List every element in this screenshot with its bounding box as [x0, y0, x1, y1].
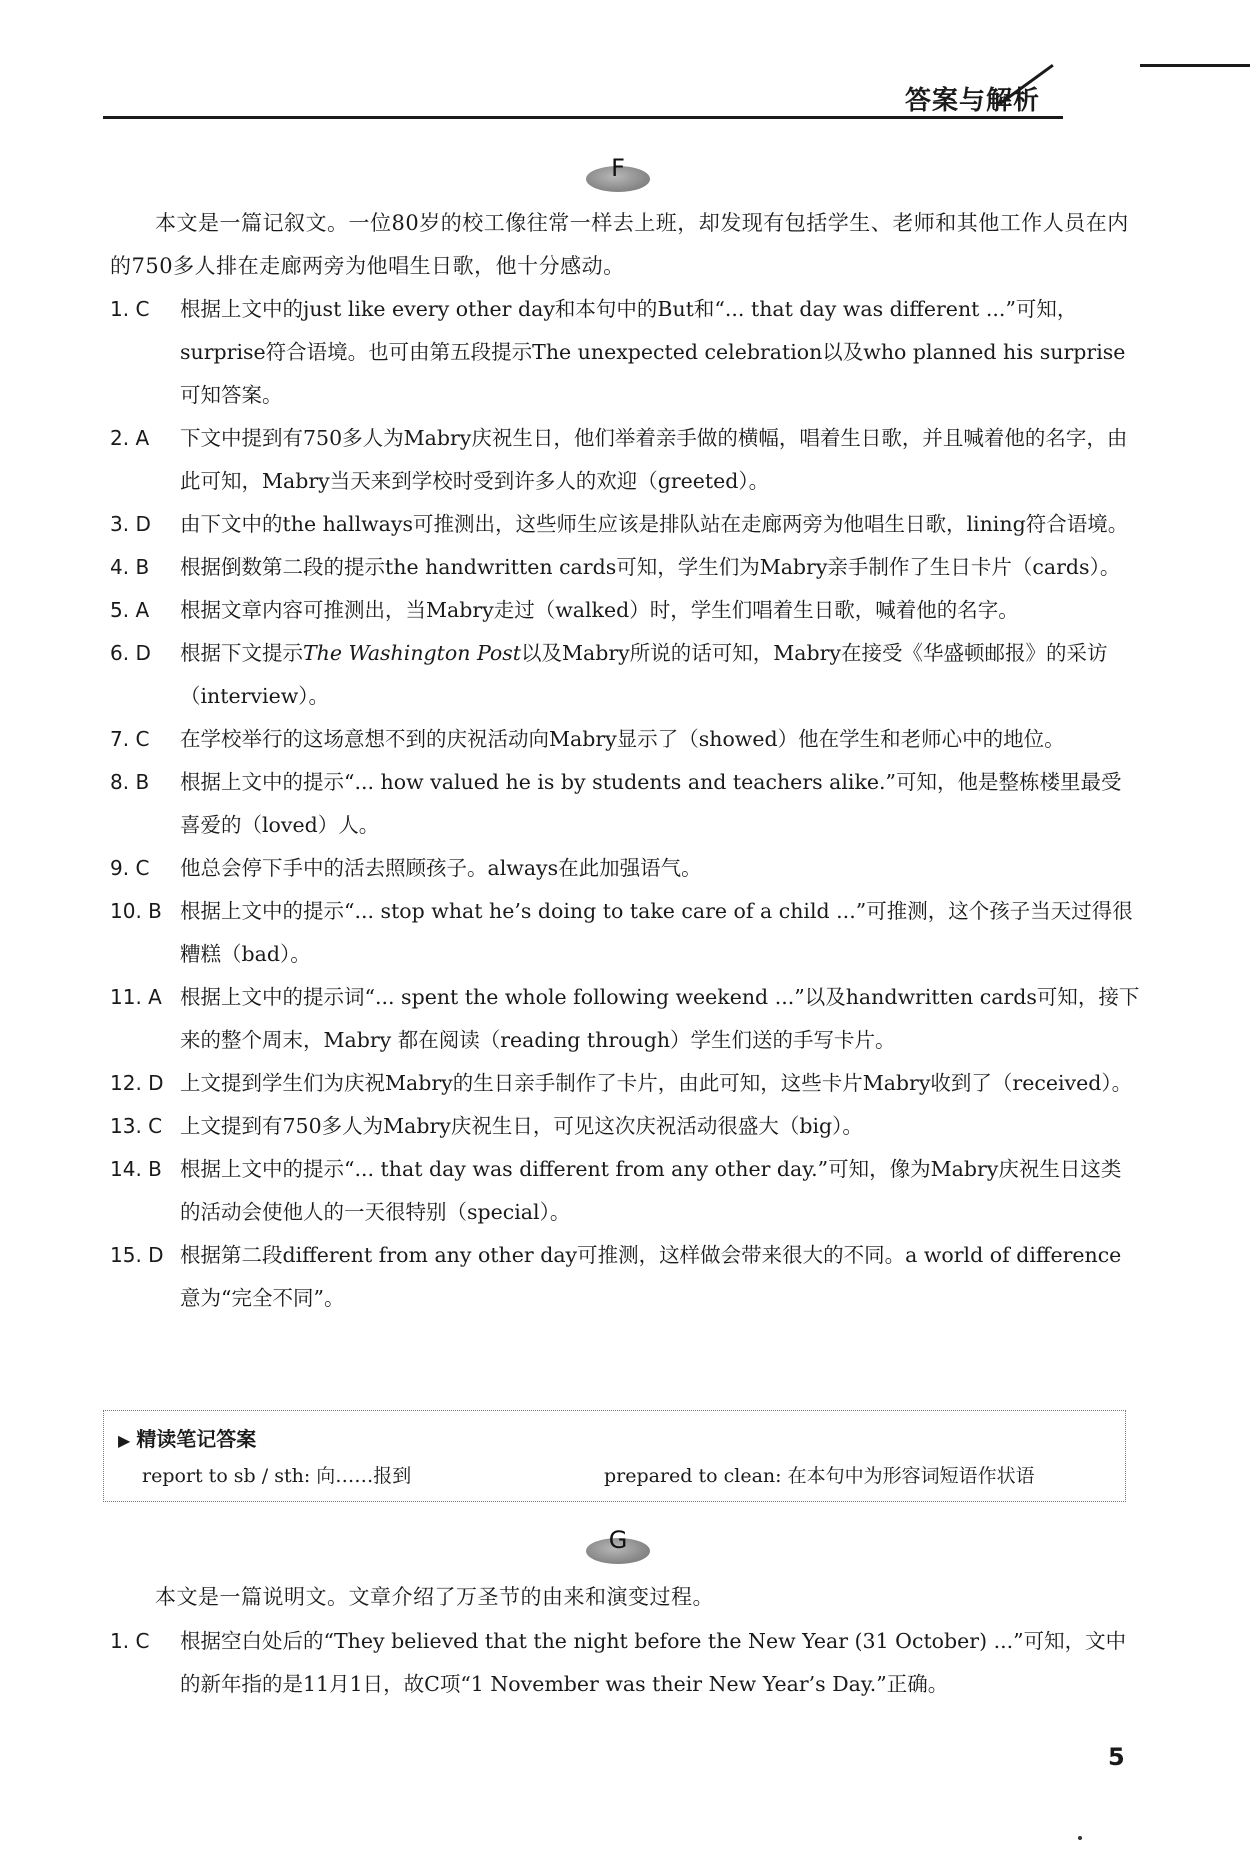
section-f-answers	[110, 288, 1140, 1320]
answer-text	[180, 632, 1140, 718]
page-dot	[1078, 1836, 1082, 1840]
section-f-badge	[586, 154, 650, 192]
reading-notes-title-text: 精读笔记答案	[136, 1427, 257, 1451]
answer-item	[110, 890, 1140, 976]
answer-item	[110, 761, 1140, 847]
answer-number: 15. D	[110, 1243, 164, 1267]
answer-text: 由下文中的the hallways可推测出，这些师生应该是排队站在走廊两旁为他唱生日歌，lining符合语境。	[180, 512, 1129, 536]
answer-number: 1. C	[110, 1629, 150, 1653]
answer-number: 13. C	[110, 1114, 163, 1138]
reading-notes-box	[103, 1410, 1126, 1502]
answer-item	[110, 417, 1140, 503]
section-g-badge	[586, 1526, 650, 1564]
answer-text: 他总会停下手中的活去照顾孩子。always在此加强语气。	[180, 856, 702, 880]
answer-text: 根据上文中的提示“... that day was different from any other day.”可知，像为Mabry庆祝生日这类的活动会使他人的一天很特别（special）。	[180, 1157, 1122, 1224]
answer-item	[110, 1148, 1140, 1234]
answer-item	[110, 288, 1140, 417]
reading-note-left: report to sb / sth: 向……报到	[142, 1465, 412, 1487]
answer-text: 根据文章内容可推测出，当Mabry走过（walked）时，学生们唱着生日歌，喊着他的名字。	[180, 598, 1019, 622]
reading-note-right: prepared to clean: 在本句中为形容词短语作状语	[604, 1465, 1035, 1487]
answer-number: 11. A	[110, 985, 162, 1009]
answer-number: 4. B	[110, 555, 150, 579]
section-g-intro: 本文是一篇说明文。文章介绍了万圣节的由来和演变过程。	[155, 1585, 714, 1609]
answer-number: 3. D	[110, 512, 151, 536]
answer-text: 根据倒数第二段的提示the handwritten cards可知，学生们为Mabry亲手制作了生日卡片（cards）。	[180, 555, 1121, 579]
answer-number: 5. A	[110, 598, 150, 622]
page-number: 5	[1108, 1743, 1125, 1771]
answer-text: 根据上文中的just like every other day和本句中的But和“... that day was different ...”可知，surprise符合语境。也可由第五段提示The unexpected celebration以及who planned his surprise可知答案。	[180, 297, 1126, 407]
answer-item	[110, 546, 1140, 589]
answer-item	[110, 718, 1140, 761]
answer-item	[110, 1234, 1140, 1320]
section-g-answers	[110, 1620, 1140, 1706]
answer-text: 上文提到学生们为庆祝Mabry的生日亲手制作了卡片，由此可知，这些卡片Mabry收到了（received）。	[180, 1071, 1133, 1095]
header-decoration-top	[1140, 64, 1250, 67]
answer-number: 6. D	[110, 641, 151, 665]
answer-text: 根据空白处后的“They believed that the night before the New Year (31 October) ...”可知，文中的新年指的是11月1日，故C项“1 November was their New Year’s Day.”正确。	[180, 1629, 1127, 1696]
answer-text: 在学校举行的这场意想不到的庆祝活动向Mabry显示了（showed）他在学生和老师心中的地位。	[180, 727, 1065, 751]
answer-text: 根据上文中的提示词“... spent the whole following weekend ...”以及handwritten cards可知，接下来的整个周末，Mabry 都在阅读（reading through）学生们送的手写卡片。	[180, 985, 1140, 1052]
answer-number: 2. A	[110, 426, 150, 450]
answer-number: 1. C	[110, 297, 150, 321]
answer-item	[110, 632, 1140, 718]
answer-text: 根据上文中的提示“... how valued he is by students and teachers alike.”可知，他是整栋楼里最受喜爱的（loved）人。	[180, 770, 1122, 837]
section-f-intro: 本文是一篇记叙文。一位80岁的校工像往常一样去上班，却发现有包括学生、老师和其他工作人员在内的750多人排在走廊两旁为他唱生日歌，他十分感动。	[110, 211, 1129, 278]
newspaper-title: The Washington Post	[303, 641, 522, 665]
answer-number: 8. B	[110, 770, 150, 794]
answer-text: 下文中提到有750多人为Mabry庆祝生日，他们举着亲手做的横幅，唱着生日歌，并且喊着他的名字，由此可知，Mabry当天来到学校时受到许多人的欢迎（greeted）。	[180, 426, 1128, 493]
answer-item	[110, 976, 1140, 1062]
answer-item	[110, 503, 1140, 546]
answer-item	[110, 1062, 1140, 1105]
section-g-label: G	[608, 1526, 628, 1554]
answer-number: 7. C	[110, 727, 150, 751]
answer-text: 根据第二段different from any other day可推测，这样做会带来很大的不同。a world of difference意为“完全不同”。	[180, 1243, 1122, 1310]
page-header-title: 答案与解析	[905, 86, 1041, 116]
answer-number: 9. C	[110, 856, 150, 880]
answer-item	[110, 1105, 1140, 1148]
answer-number: 14. B	[110, 1157, 162, 1181]
reading-notes-title	[118, 1423, 256, 1452]
answer-item	[110, 589, 1140, 632]
answer-item	[110, 847, 1140, 890]
play-triangle-icon: ▶	[118, 1431, 131, 1450]
answer-item	[110, 1620, 1140, 1706]
answer-text-after: 以及Mabry所说的话可知，Mabry在接受《华盛顿邮报》的采访（interview）。	[180, 641, 1108, 708]
section-f-label: F	[611, 154, 625, 182]
answer-number: 12. D	[110, 1071, 164, 1095]
answer-number: 10. B	[110, 899, 162, 923]
answer-text: 上文提到有750多人为Mabry庆祝生日，可见这次庆祝活动很盛大（big）。	[180, 1114, 863, 1138]
answer-text: 根据上文中的提示“... stop what he’s doing to take care of a child ...”可推测，这个孩子当天过得很糟糕（bad）。	[180, 899, 1133, 966]
answer-text-before: 根据下文提示	[180, 641, 303, 665]
